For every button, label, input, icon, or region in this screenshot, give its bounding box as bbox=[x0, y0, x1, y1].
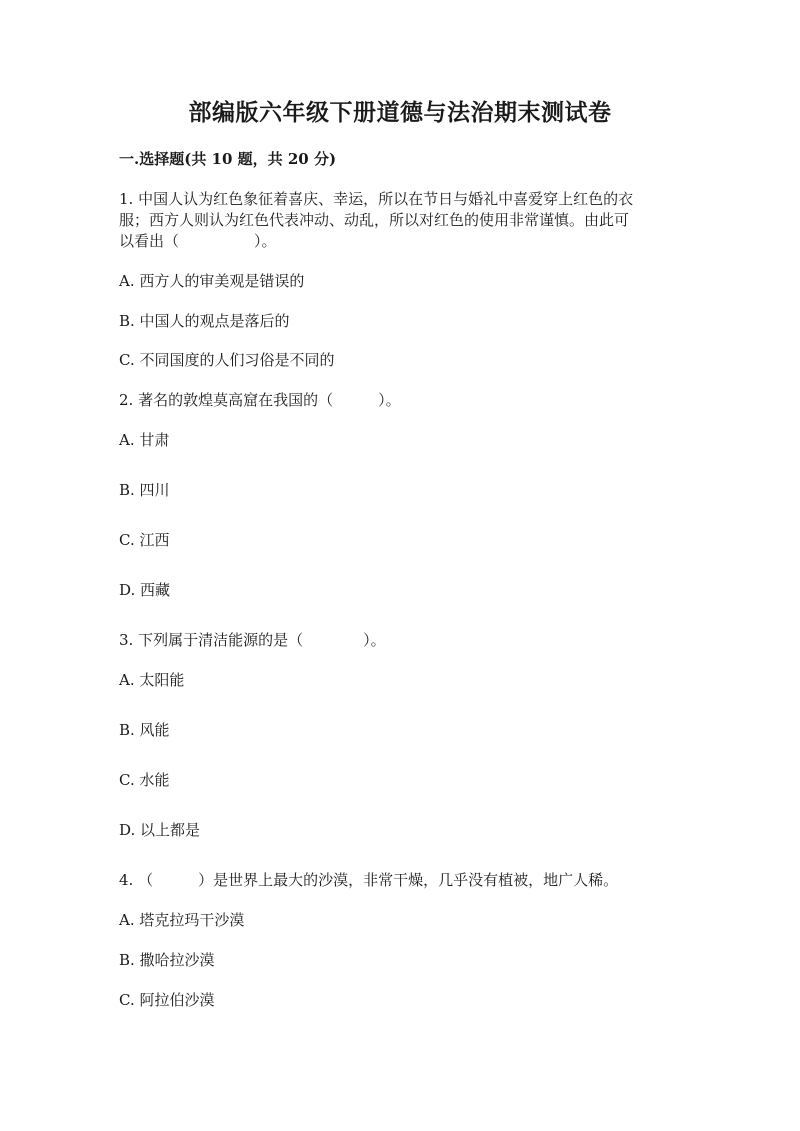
question-2-option-a: A. 甘肃 bbox=[119, 431, 170, 449]
page-title: 部编版六年级下册道德与法治期末测试卷 bbox=[188, 99, 612, 126]
question-4-stem: 4. （ ）是世界上最大的沙漠，非常干燥，几乎没有植被，地广人稀。 bbox=[119, 871, 619, 889]
question-1-stem-line-3: 以看出（ ）。 bbox=[119, 232, 277, 250]
question-3-option-b: B. 风能 bbox=[119, 721, 170, 739]
question-2-stem: 2. 著名的敦煌莫高窟在我国的（ ）。 bbox=[119, 391, 401, 409]
question-2-option-c: C. 江西 bbox=[119, 531, 170, 549]
question-4-option-b: B. 撒哈拉沙漠 bbox=[119, 951, 215, 969]
question-2-option-d: D. 西藏 bbox=[119, 581, 171, 599]
section-heading: 一.选择题(共 10 题，共 20 分) bbox=[119, 150, 337, 168]
question-3-option-a: A. 太阳能 bbox=[119, 671, 185, 689]
question-2-option-b: B. 四川 bbox=[119, 481, 170, 499]
question-1-stem-line-2: 服；西方人则认为红色代表冲动、动乱，所以对红色的使用非常谨慎。由此可 bbox=[119, 211, 630, 229]
question-1-stem-line-1: 1. 中国人认为红色象征着喜庆、幸运，所以在节日与婚礼中喜爱穿上红色的衣 bbox=[119, 190, 634, 208]
question-1-option-a: A. 西方人的审美观是错误的 bbox=[119, 272, 305, 290]
question-4-option-c: C. 阿拉伯沙漠 bbox=[119, 991, 215, 1009]
question-3-stem: 3. 下列属于清洁能源的是（ ）。 bbox=[119, 631, 386, 649]
question-3-option-c: C. 水能 bbox=[119, 771, 170, 789]
question-1-option-b: B. 中国人的观点是落后的 bbox=[119, 312, 290, 330]
question-4-option-a: A. 塔克拉玛干沙漠 bbox=[119, 911, 245, 929]
question-1-option-c: C. 不同国度的人们习俗是不同的 bbox=[119, 351, 335, 369]
question-3-option-d: D. 以上都是 bbox=[119, 821, 201, 839]
